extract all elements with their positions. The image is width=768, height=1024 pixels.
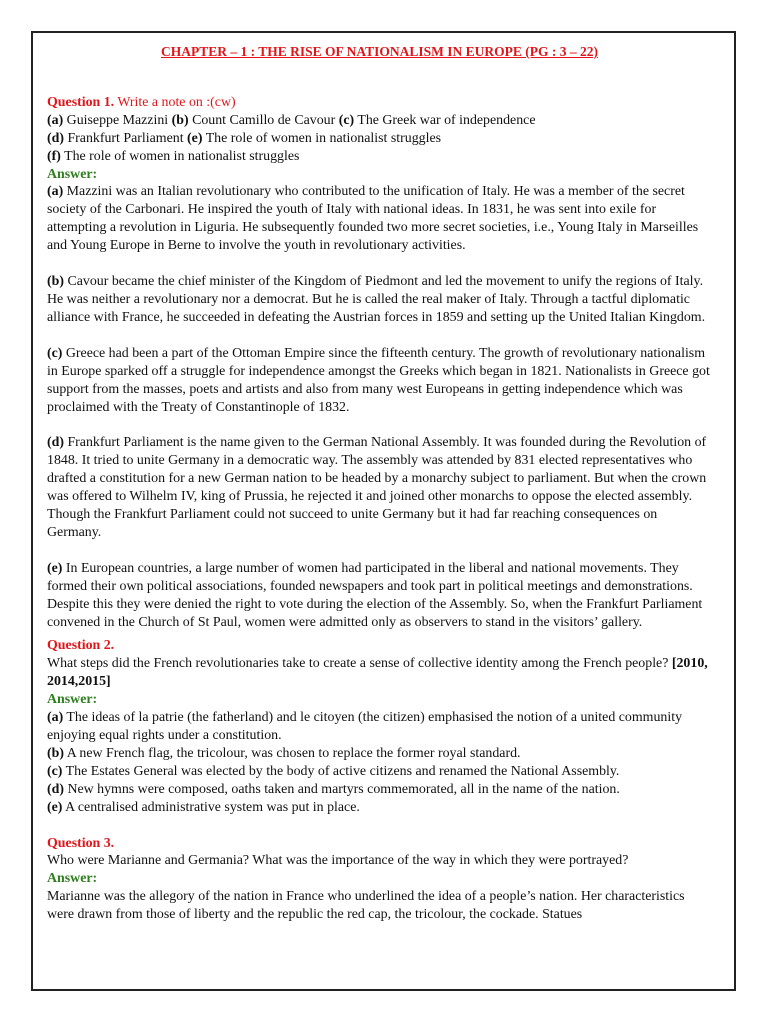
answer-tag: (d) [47,435,64,451]
answer-text: Frankfurt Parliament is the name given to the German National Assembly. It was founded during the Revolution of 1848. It tried to unite Germany in a democratic way. The assembly was attended by 831 elected representatives who drafted a constitution for a new German nation to be headed by a monarchy subject to parliament. But when the crown was offered to Wilhelm IV, king of Prussia, he rejected it and joined other monarchs to oppose the elected assembly. Though the Frankfurt Parliament could not succeed to unite Germany but it had far reaching consequences on Germany. [47,435,707,540]
item-text: Guiseppe Mazzini [63,112,172,128]
answer-paragraph-b [47,273,712,327]
item-tag: (c) [338,112,355,128]
document-body [47,43,712,924]
answer-label: Answer: [47,871,98,887]
answer-text: New hymns were composed, oaths taken and martyrs commemorated, all in the name of the nation. [63,781,620,797]
answer-text: The Estates General was elected by the body of active citizens and renamed the National Assembly. [62,763,620,779]
item-tag: (d) [47,130,64,146]
item-text: The role of women in nationalist struggles [60,148,300,164]
chapter-title: CHAPTER – 1 : THE RISE OF NATIONALISM IN EUROPE (PG : 3 – 22) [160,44,599,59]
question-2-text [47,655,712,691]
answer-paragraph-d [47,434,712,541]
q2-answer-c [47,763,712,781]
answer-tag: (b) [47,274,64,290]
q2-answer-d [47,781,712,799]
answer-label: Answer: [47,166,98,182]
question-3-label: Question 3. [47,835,115,851]
question-1-items-line-1 [47,112,712,130]
item-tag: (f) [47,148,61,164]
question-1 [47,94,712,112]
item-text: The role of women in nationalist struggles [202,130,442,146]
answer-paragraph-a [47,183,712,255]
question-2-body: What steps did the French revolutionaries take to create a sense of collective identity among the French people? [47,656,672,672]
item-text: The Greek war of independence [354,112,536,128]
item-tag: (b) [171,112,189,128]
q3-answer-text: Marianne was the allegory of the nation in France who underlined the idea of a people’s nation. Her characteristics were drawn from those of liberty and the republic the red cap, the tricolour, the cockade. Statues [47,889,685,923]
answer-tag: (a) [47,710,64,726]
answer-text: Cavour became the chief minister of the Kingdom of Piedmont and led the movement to unify the regions of Italy. He was neither a revolutionary nor a democrat. But he is called the real maker of Italy. Through a tactful diplomatic alliance with France, he succeeded in defeating the Austrian forces in 1859 and setting up the United Italian Kingdom. [47,274,706,325]
q2-answer-a [47,709,712,745]
answer-paragraph-c [47,345,712,417]
item-tag: (a) [47,112,64,128]
answer-tag: (a) [47,184,64,200]
answer-text: Mazzini was an Italian revolutionary who contributed to the unification of Italy. He was a member of the secret society of the Carbonari. He inspired the youth of Italy with national ideas. In 1831, he was sent into exile for attempting a revolution in Liguria. He subsequently founded two more secret societies, i.e., Young Italy in Marseilles and Young Europe in Berne to involve the youth in revolutionary activities. [47,184,699,254]
answer-paragraph-e [47,560,712,632]
question-2-years: [2010, 2014,2015] [47,656,708,690]
answer-tag: (e) [47,560,63,576]
question-3-text: Who were Marianne and Germania? What was the importance of the way in which they were portrayed? [47,853,629,869]
answer-tag: (b) [47,745,64,761]
answer-label: Answer: [47,692,98,708]
answer-text: The ideas of la patrie (the fatherland) and le citoyen (the citizen) emphasised the notion of a united community enjoying equal rights under a constitution. [47,710,683,743]
answer-tag: (e) [47,799,63,815]
question-1-label: Question 1. [47,94,115,110]
q2-answer-e [47,799,712,817]
answer-tag: (c) [47,763,63,779]
question-1-text: Write a note on :(cw) [114,94,236,110]
answer-text: In European countries, a large number of women had participated in the liberal and national movements. They formed their own political associations, founded newspapers and took part in political meetings and demonstrations. Despite this they were denied the right to vote during the election of the Assembly. So, when the Frankfurt Parliament convened in the Church of St Paul, women were admitted only as observers to stand in the visitors’ gallery. [47,560,703,630]
answer-text: A centralised administrative system was put in place. [62,799,360,815]
answer-tag: (c) [47,345,63,361]
answer-text: A new French flag, the tricolour, was chosen to replace the former royal standard. [63,745,521,761]
answer-text: Greece had been a part of the Ottoman Empire since the fifteenth century. The growth of revolutionary nationalism in Europe sparked off a struggle for independence amongst the Greeks which began in 1821. Nationalists in Greece got support from the masses, poets and artists and also from many west Europeans in getting independence which was proclaimed with the Treaty of Constantinople of 1832. [47,345,710,415]
answer-tag: (d) [47,781,64,797]
question-1-items-line-2 [47,130,712,148]
question-2-label: Question 2. [47,638,115,654]
q2-answer-b [47,745,712,763]
item-tag: (e) [187,130,203,146]
item-text: Count Camillo de Cavour [188,112,339,128]
item-text: Frankfurt Parliament [63,130,188,146]
question-1-items-line-3 [47,148,712,166]
